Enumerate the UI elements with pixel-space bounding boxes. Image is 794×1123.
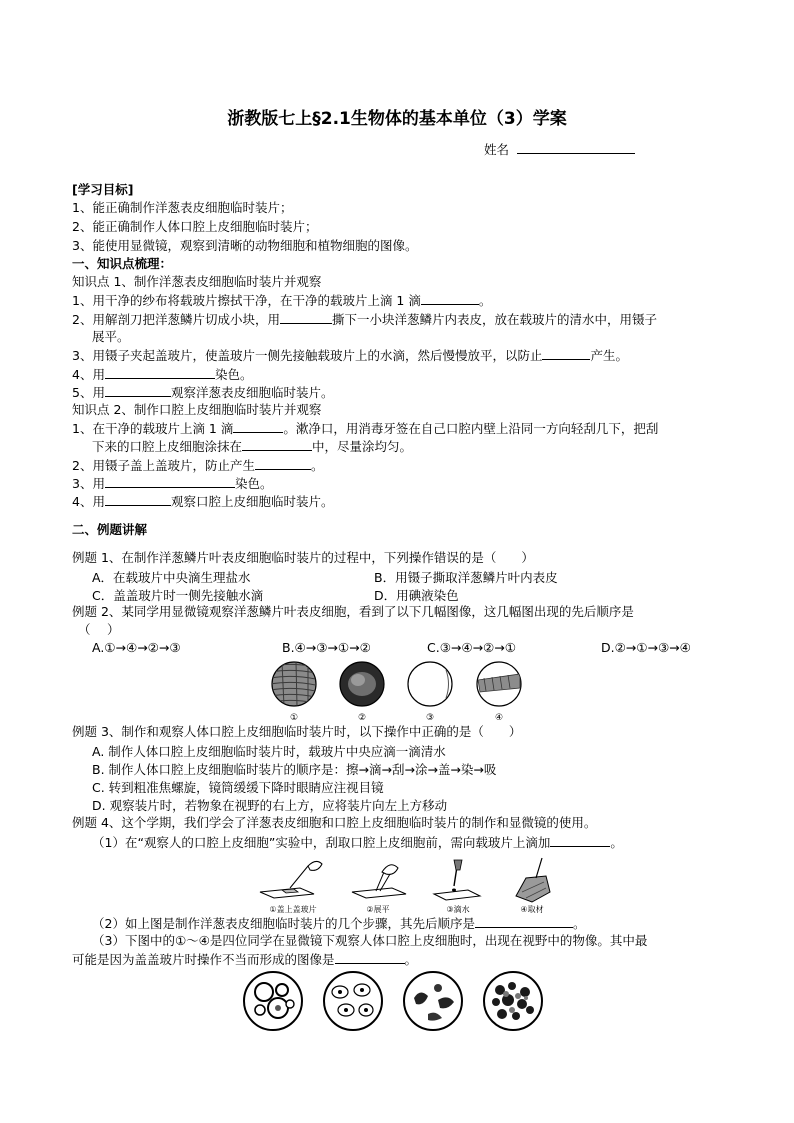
text: 。: [610, 835, 623, 850]
text: 撕下一小块洋葱鳞片内表皮，放在载玻片的清水中，用镊子: [331, 312, 657, 327]
ex3-option-a[interactable]: A. 制作人体口腔上皮细胞临时装片时，载玻片中央应滴一滴清水: [92, 744, 446, 759]
ex2-option-d[interactable]: D.②→①→③→④: [601, 640, 691, 655]
ex2-option-c[interactable]: C.③→④→②→①: [427, 640, 516, 655]
goal-item: 1、能正确制作洋葱表皮细胞临时装片；: [72, 200, 293, 215]
kp1-title: 知识点 1、制作洋葱表皮细胞临时装片并观察: [72, 274, 322, 289]
kp2-line-2: [72, 457, 323, 474]
ex4-stem: 例题 4、这个学期，我们学会了洋葱表皮细胞和口腔上皮细胞临时装片的制作和显微镜的使用。: [72, 815, 597, 830]
text: 观察口腔上皮细胞临时装片。: [170, 494, 334, 509]
text: 中，尽量涂均匀。: [312, 439, 413, 454]
ex4-q2: [92, 915, 585, 932]
kp1-line-1: [72, 292, 491, 309]
kp1-line-3: [72, 347, 628, 364]
answer-blank[interactable]: [421, 292, 479, 305]
answer-blank[interactable]: [335, 951, 405, 964]
ex4-views-figure: [242, 970, 554, 1032]
text: （1）在“观察人的口腔上皮细胞”实验中，刮取口腔上皮细胞前，需向载玻片上滴加: [92, 835, 551, 850]
view-label: ④: [494, 713, 504, 722]
cheek-cell-views-image: [242, 970, 554, 1032]
step-caption: ③滴水: [446, 905, 470, 914]
text: 2、用镊子盖上盖玻片，防止产生: [72, 458, 255, 473]
text: 。漱净口，用消毒牙签在自己口腔内壁上沿同一方向轻刮几下，把刮: [283, 421, 659, 436]
kp1-line-4: [72, 366, 252, 383]
goal-item: 2、能正确制作人体口腔上皮细胞临时装片；: [72, 219, 318, 234]
ex1-option-b[interactable]: B．用镊子撕取洋葱鳞片叶内表皮: [374, 570, 558, 585]
ex2-option-a[interactable]: A.①→④→②→③: [92, 640, 181, 655]
view-label: ①: [289, 713, 299, 722]
ex1-option-a[interactable]: A．在载玻片中央滴生理盐水: [92, 570, 251, 585]
page-title: 浙教版七上§2.1生物体的基本单位（3）学案: [227, 109, 567, 129]
ex4-q3: （3）下图中的①～④是四位同学在显微镜下观察人体口腔上皮细胞时，出现在视野中的物像。其中最: [92, 933, 648, 948]
text: 产生。: [590, 348, 628, 363]
ex1-stem: 例题 1、在制作洋葱鳞片叶表皮细胞临时装片的过程中，下列操作错误的是（ ）: [72, 550, 534, 565]
text: 观察洋葱表皮细胞临时装片。: [170, 385, 334, 400]
goals-header: [学习目标]: [72, 182, 134, 197]
kp2-line-3: [72, 475, 272, 492]
answer-blank[interactable]: [105, 384, 171, 397]
text: 染色。: [234, 476, 273, 491]
ex2-paren: （ ）: [78, 622, 120, 637]
answer-blank[interactable]: [242, 438, 312, 451]
text: 4、用: [72, 494, 105, 509]
answer-blank[interactable]: [550, 834, 610, 847]
ex2-figures: [270, 658, 540, 722]
ex4-q3-cont: [72, 951, 417, 968]
answer-blank[interactable]: [233, 420, 283, 433]
text: 3、用镊子夹起盖玻片，使盖玻片一侧先接触载玻片上的水滴，然后慢慢放平，以防止: [72, 348, 543, 363]
text: 3、用: [72, 476, 105, 491]
view-label: ③: [425, 713, 435, 722]
text: 染色。: [214, 367, 253, 382]
text: 。: [404, 952, 418, 967]
ex3-option-c[interactable]: C. 转到粗准焦螺旋，镜筒缓缓下降时眼睛应注视目镜: [92, 780, 384, 795]
ex2-stem: 例题 2、某同学用显微镜观察洋葱鳞片叶表皮细胞，看到了以下几幅图像，这几幅图出现的先后顺序是: [72, 604, 634, 619]
text: 2、用解剖刀把洋葱鳞片切成小块，用: [72, 312, 280, 327]
ex4-steps-figure: [256, 852, 556, 914]
kp2-line-1-cont: [92, 438, 412, 455]
text: 5、用: [72, 385, 105, 400]
text: 下来的口腔上皮细胞涂抹在: [92, 439, 243, 454]
ex3-option-b[interactable]: B. 制作人体口腔上皮细胞临时装片的顺序是：擦→滴→刮→涂→盖→染→吸: [92, 762, 497, 777]
text: 4、用: [72, 367, 105, 382]
step-caption: ②展平: [366, 905, 390, 914]
ex1-option-c[interactable]: C．盖盖玻片时一侧先接触水滴: [92, 588, 264, 603]
text: （2）如上图是制作洋葱表皮细胞临时装片的几个步骤，其先后顺序是: [92, 916, 475, 931]
kp2-line-4: [72, 493, 333, 510]
answer-blank[interactable]: [255, 457, 311, 470]
answer-blank[interactable]: [105, 475, 235, 488]
kp2-title: 知识点 2、制作口腔上皮细胞临时装片并观察: [72, 402, 322, 417]
ex1-option-d[interactable]: D．用碘液染色: [374, 588, 459, 603]
step-caption: ①盖上盖玻片: [269, 905, 317, 914]
text: 1、用干净的纱布将载玻片擦拭干净，在干净的载玻片上滴 1 滴: [72, 293, 421, 308]
answer-blank[interactable]: [105, 366, 215, 379]
kp1-line-2-cont: 展平。: [92, 329, 130, 344]
name-field: [484, 140, 635, 158]
kp1-line-2: [72, 311, 657, 328]
name-label: 姓名: [484, 142, 510, 157]
answer-blank[interactable]: [542, 347, 590, 360]
ex2-option-b[interactable]: B.④→③→①→②: [282, 640, 371, 655]
microscope-views-image: [270, 658, 540, 722]
answer-blank[interactable]: [280, 311, 332, 324]
ex3-option-d[interactable]: D. 观察装片时，若物象在视野的右上方，应将装片向左上方移动: [92, 798, 448, 813]
text: 。: [478, 293, 492, 308]
step-caption: ④取材: [520, 905, 544, 914]
view-label: ②: [357, 713, 367, 722]
name-blank[interactable]: [517, 141, 635, 154]
answer-blank[interactable]: [475, 915, 573, 928]
ex4-q1: [92, 834, 623, 851]
text: 。: [310, 458, 324, 473]
goal-item: 3、能使用显微镜，观察到清晰的动物细胞和植物细胞的图像。: [72, 238, 418, 253]
text: 1、在干净的载玻片上滴 1 滴: [72, 421, 234, 436]
section1-header: 一、知识点梳理：: [72, 256, 173, 271]
text: 可能是因为盖盖玻片时操作不当而形成的图像是: [72, 952, 335, 967]
ex3-stem: 例题 3、制作和观察人体口腔上皮细胞临时装片时，以下操作中正确的是（ ）: [72, 724, 522, 739]
text: 。: [572, 916, 586, 931]
kp2-line-1: [72, 420, 658, 437]
section2-header: 二、例题讲解: [72, 522, 148, 537]
answer-blank[interactable]: [105, 493, 171, 506]
kp1-line-5: [72, 384, 333, 401]
